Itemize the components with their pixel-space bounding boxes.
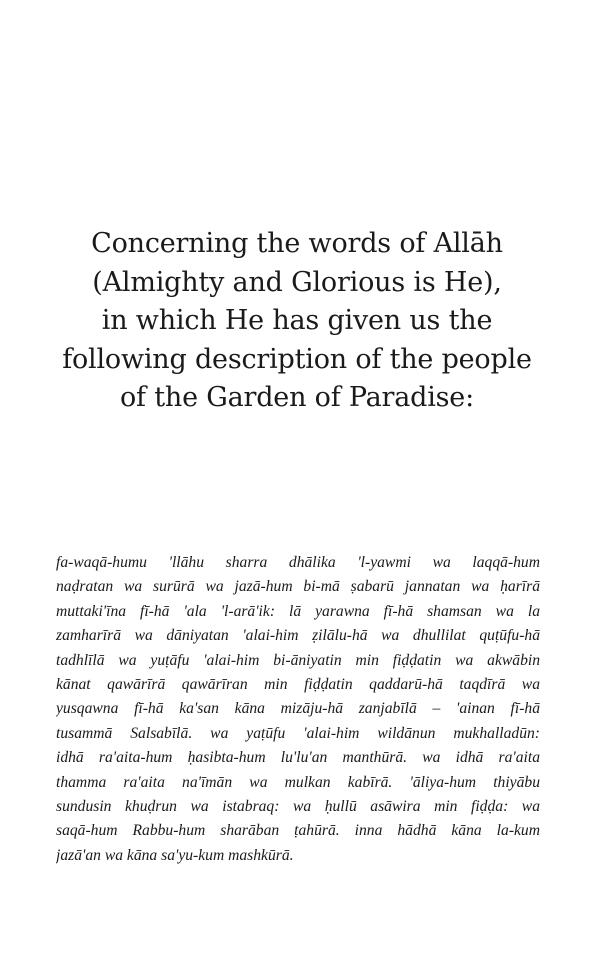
heading-line: Concerning the words of Allāh	[91, 228, 503, 259]
transliteration-passage	[56, 551, 540, 868]
transliteration-line: thamma ra'aita na'īmān wa mulkan kabīrā. 'āliya-hum thiyābu	[56, 773, 540, 791]
transliteration-line: jazā'an wa kāna sa'yu-kum mashkūrā.	[56, 846, 294, 864]
transliteration-line: saqā-hum Rabbu-hum sharāban ṭahūrā. inna hādhā kāna la-kum	[56, 822, 540, 840]
transliteration-line: yusqawna fī-hā ka'san kāna mizāju-hā zanjabīlā – 'ainan fī-hā	[56, 700, 540, 718]
heading-line: following description of the people	[62, 343, 532, 375]
transliteration-line: fa-waqā-humu 'llāhu sharra dhālika 'l-yawmi wa laqqā-hum	[56, 554, 540, 571]
transliteration-line: sundusin khuḍrun wa istabraq: wa ḥullū asāwira min fiḍḍa: wa	[56, 797, 540, 815]
heading-line: of the Garden of Paradise:	[120, 382, 474, 414]
heading-line: (Almighty and Glorious is He),	[92, 266, 502, 298]
transliteration-line: naḍratan wa surūrā wa jazā-hum bi-mā ṣabarū jannatan wa ḥarīrā	[56, 578, 540, 596]
transliteration-line: kānat qawārīrā qawārīran min fiḍḍatin qaddarū-hā taqdīrā wa	[56, 675, 540, 693]
transliteration-line: idhā ra'aita-hum ḥasibta-hum lu'lu'an manthūrā. wa idhā ra'aita	[56, 749, 540, 767]
heading-line: in which He has given us the	[101, 305, 493, 337]
transliteration-line: zamharīrā wa dāniyatan 'alai-him ẓilālu-hā wa dhullilat quṭūfu-hā	[56, 627, 540, 645]
chapter-heading	[30, 225, 564, 418]
transliteration-line: tadhlīlā wa yuṭāfu 'alai-him bi-āniyatin min fiḍḍatin wa akwābin	[56, 651, 540, 669]
transliteration-line: tusammā Salsabīlā. wa yaṭūfu 'alai-him wildānun mukhalladūn:	[56, 724, 540, 742]
transliteration-line: muttaki'īna fī-hā 'ala 'l-arā'ik: lā yarawna fī-hā shamsan wa la	[56, 602, 540, 620]
